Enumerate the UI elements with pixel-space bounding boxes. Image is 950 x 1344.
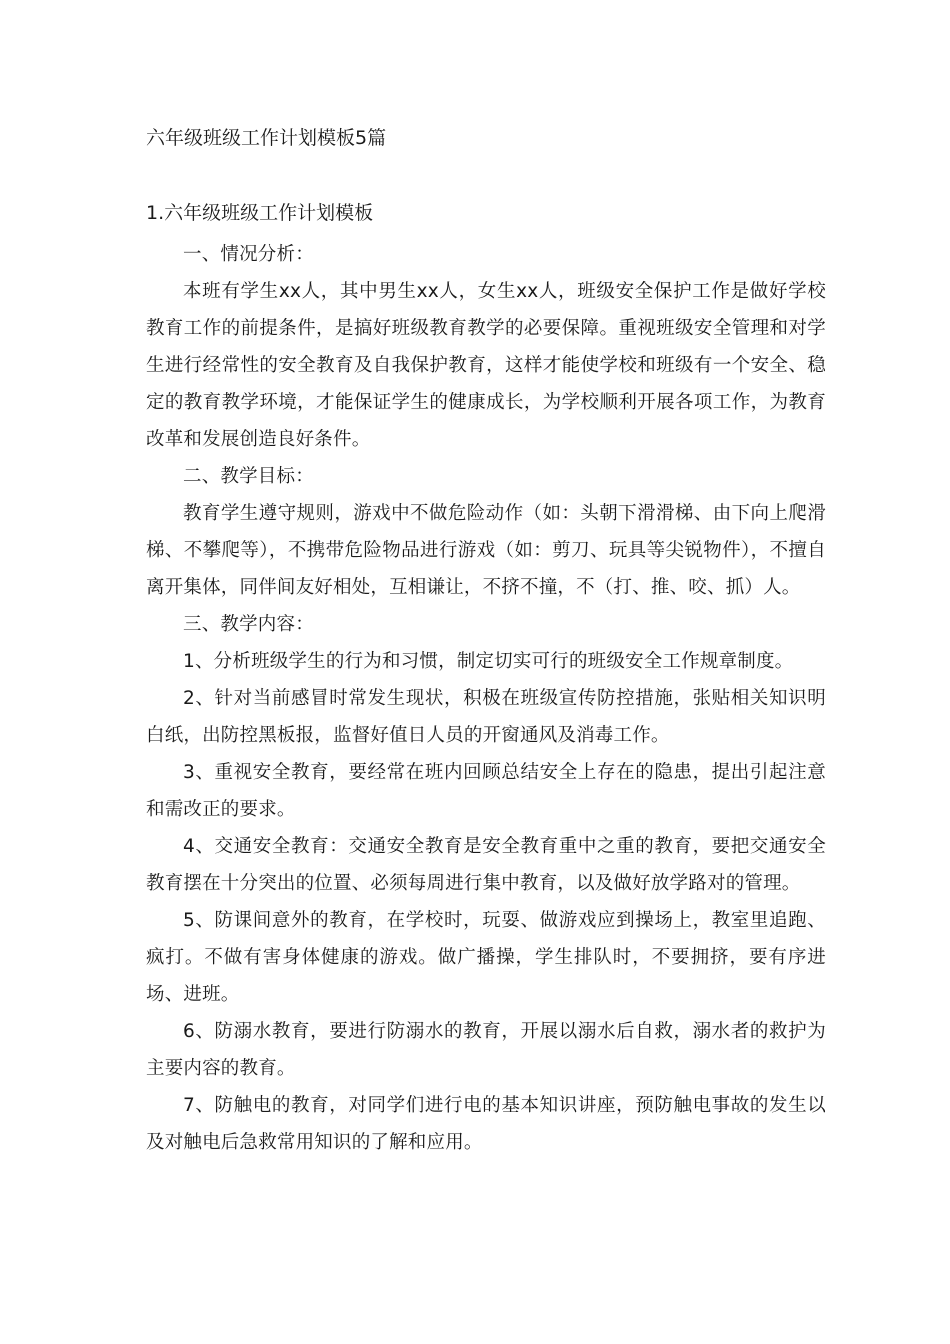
section-title: 1.六年级班级工作计划模板	[146, 202, 374, 224]
list-item-3: 3、重视安全教育，要经常在班内回顾总结安全上存在的隐患，提出引起注意和需改正的要求。	[146, 762, 826, 820]
heading-teaching-goals: 二、教学目标：	[183, 466, 314, 487]
list-item-1: 1、分析班级学生的行为和习惯，制定切实可行的班级安全工作规章制度。	[183, 651, 794, 672]
document-body	[146, 199, 826, 1161]
list-item-6: 6、防溺水教育，要进行防溺水的教育，开展以溺水后自救，溺水者的救护为主要内容的教育。	[146, 1021, 826, 1079]
heading-situation-analysis: 一、情况分析：	[183, 244, 314, 265]
document-title: 六年级班级工作计划模板5篇	[146, 127, 387, 149]
paragraph-goals: 教育学生遵守规则，游戏中不做危险动作（如：头朝下滑滑梯、由下向上爬滑梯、不攀爬等），不携带危险物品进行游戏（如：剪刀、玩具等尖锐物件），不擅自离开集体，同伴间友好相处，互相谦让，不挤不撞，不（打、推、咬、抓）人。	[146, 503, 826, 598]
list-item-5: 5、防课间意外的教育，在学校时，玩耍、做游戏应到操场上，教室里追跑、疯打。不做有害身体健康的游戏。做广播操，学生排队时，不要拥挤，要有序进场、进班。	[146, 910, 826, 1005]
paragraph-situation: 本班有学生xx人，其中男生xx人，女生xx人，班级安全保护工作是做好学校教育工作的前提条件，是搞好班级教育教学的必要保障。重视班级安全管理和对学生进行经常性的安全教育及自我保护教育，这样才能使学校和班级有一个安全、稳定的教育教学环境，才能保证学生的健康成长，为学校顺利开展各项工作，为教育改革和发展创造良好条件。	[146, 281, 826, 450]
heading-teaching-content: 三、教学内容：	[183, 614, 314, 635]
list-item-4: 4、交通安全教育：交通安全教育是安全教育重中之重的教育，要把交通安全教育摆在十分突出的位置、必须每周进行集中教育，以及做好放学路对的管理。	[146, 836, 826, 894]
list-item-7: 7、防触电的教育，对同学们进行电的基本知识讲座，预防触电事故的发生以及对触电后急救常用知识的了解和应用。	[146, 1095, 826, 1153]
list-item-2: 2、针对当前感冒时常发生现状，积极在班级宣传防控措施，张贴相关知识明白纸，出防控黑板报，监督好值日人员的开窗通风及消毒工作。	[146, 688, 826, 746]
